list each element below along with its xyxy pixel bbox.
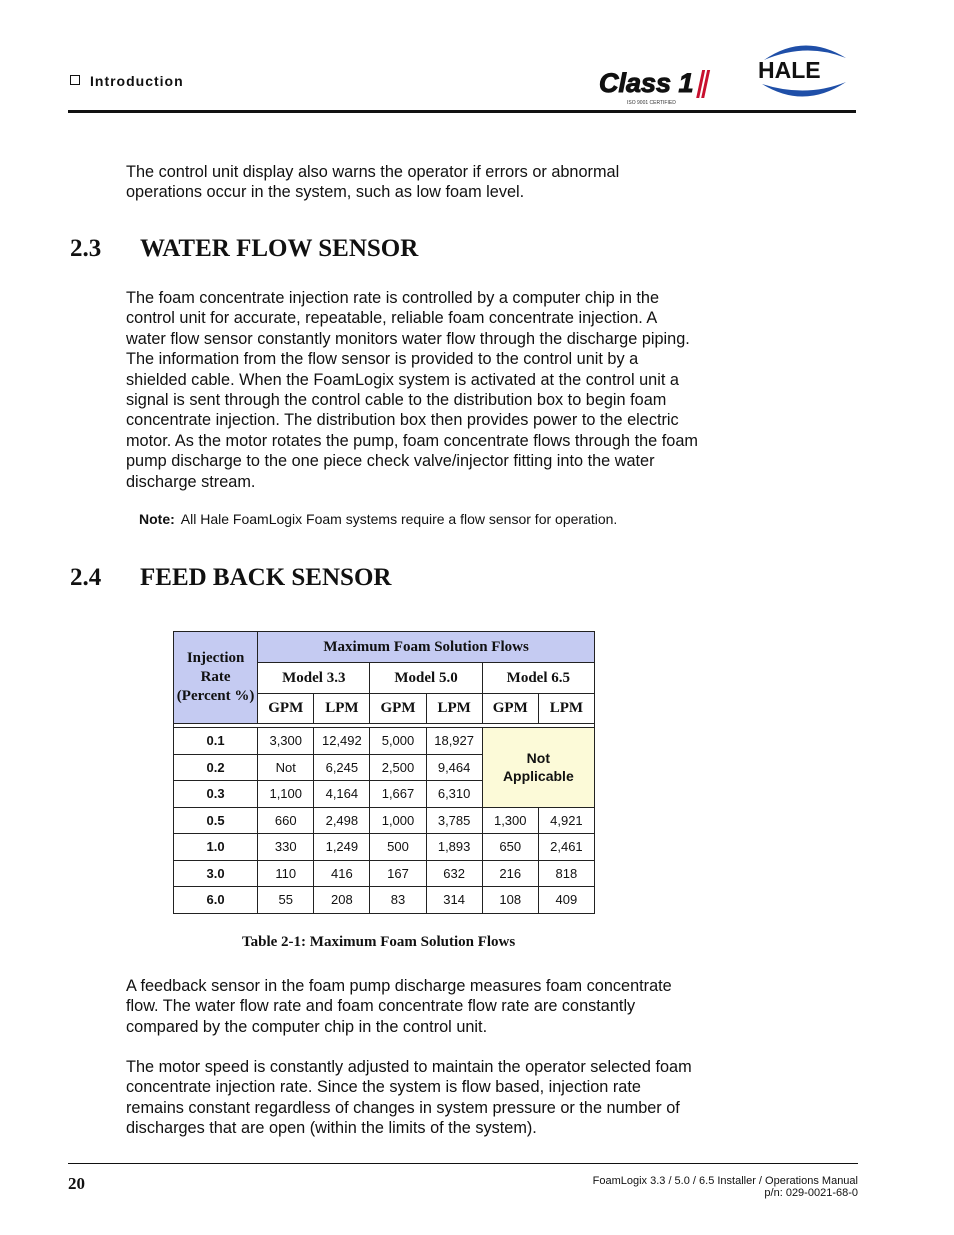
- section-heading-2-3: 2.3 WATER FLOW SENSOR: [70, 235, 419, 262]
- table-row: 0.2 Not 6,245 2,500 9,464: [174, 754, 595, 781]
- svg-text:Class 1: Class 1: [599, 68, 694, 98]
- unit-header: LPM: [426, 694, 482, 724]
- part-number: p/n: 029-0021-68-0: [764, 1187, 858, 1199]
- feedback-sensor-paragraph-2: The motor speed is constantly adjusted to maintain the operator selected foam concentrate injection rate. Since the system is flow based, injection rate remains constant regardless of changes in system pressure or the number of discharges that are open (within the limits of the system).: [126, 1058, 692, 1138]
- section-heading-2-4: 2.4 FEED BACK SENSOR: [70, 564, 392, 591]
- water-flow-sensor-paragraph: The foam concentrate injection rate is controlled by a computer chip in the control unit for accurate, repeatable, reliable foam concentrate injection. A water flow sensor constantly monitors water flow through the discharge piping. The information from the flow sensor is provided to the control unit by a shielded cable. When the FoamLogix system is activated at the control unit a signal is sent through the control cable to the distribution box to begin foam concentrate injection. The distribution box then provides power to the electric motor. As the motor rotates the pump, foam concentrate flows through the foam pump discharge to the one piece check valve/injector fitting into the water discharge stream.: [126, 289, 698, 491]
- not-applicable-cell: Not Applicable: [482, 728, 594, 808]
- note-text: All Hale FoamLogix Foam systems require a flow sensor for operation.: [180, 511, 618, 527]
- svg-text:ISO 9001 CERTIFIED: ISO 9001 CERTIFIED: [627, 100, 676, 106]
- model-header: Model 5.0: [370, 663, 482, 694]
- unit-header: GPM: [370, 694, 426, 724]
- note: [139, 511, 617, 527]
- table-row: 1.0 330 1,249 500 1,893 650 2,461: [174, 834, 595, 861]
- manual-title: FoamLogix 3.3 / 5.0 / 6.5 Installer / Operations Manual: [592, 1175, 858, 1187]
- unit-header: LPM: [314, 694, 370, 724]
- header-rule: [68, 110, 856, 113]
- intro-paragraph: The control unit display also warns the operator if errors or abnormal operations occur in the system, such as low foam level.: [126, 163, 620, 202]
- model-header: Model 6.5: [482, 663, 594, 694]
- table-row: 3.0 110 416 167 632 216 818: [174, 860, 595, 887]
- model-header: Model 3.3: [258, 663, 370, 694]
- table-row: 0.1 3,300 12,492 5,000 18,927 Not Applicable: [174, 728, 595, 755]
- svg-text:HALE: HALE: [758, 57, 821, 83]
- class1-logo: [597, 66, 719, 108]
- footer-rule: [68, 1163, 858, 1164]
- foam-flow-table: [173, 631, 595, 914]
- hale-logo: [754, 38, 854, 104]
- checkbox-bullet-icon: [70, 75, 80, 85]
- table-row: 6.0 55 208 83 314 108 409: [174, 887, 595, 914]
- table-caption: Table 2-1: Maximum Foam Solution Flows: [242, 934, 516, 950]
- group-header: Maximum Foam Solution Flows: [258, 632, 595, 663]
- section-label: Introduction: [70, 73, 184, 89]
- unit-header: GPM: [482, 694, 538, 724]
- page-number: 20: [68, 1174, 85, 1193]
- unit-header: GPM: [258, 694, 314, 724]
- table-row: 0.5 660 2,498 1,000 3,785 1,300 4,921: [174, 807, 595, 834]
- rate-header: Injection Rate (Percent %): [174, 632, 258, 724]
- footer-manual-info: [593, 1175, 858, 1199]
- unit-header: LPM: [538, 694, 594, 724]
- table-row: 0.3 1,100 4,164 1,667 6,310: [174, 781, 595, 808]
- note-label: Note:: [139, 511, 175, 527]
- feedback-sensor-paragraph-1: A feedback sensor in the foam pump discharge measures foam concentrate flow. The water flow rate and foam concentrate flow rate are constantly compared by the computer chip in the control unit.: [126, 977, 672, 1036]
